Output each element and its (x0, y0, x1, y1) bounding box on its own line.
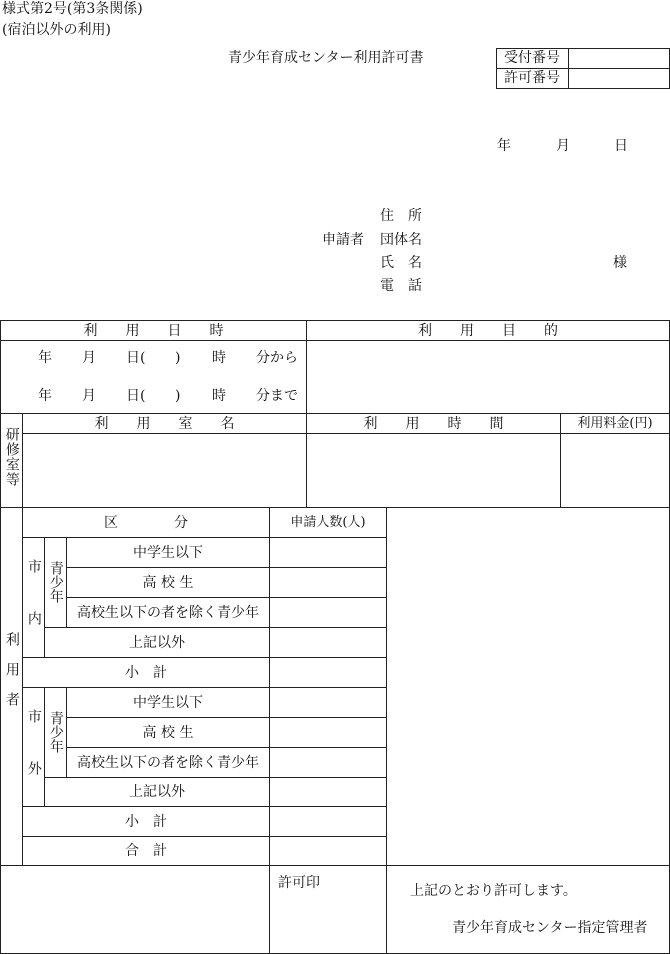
room-time-header: 利 用 時 間 (363, 415, 504, 432)
applicant-name-label: 氏 名 (380, 255, 422, 271)
to-year: 年 (38, 388, 52, 404)
applicant-honorific: 様 (613, 255, 627, 271)
form-subtitle: (宿泊以外の利用) (2, 22, 111, 38)
youth-out-label: 青少年 (47, 711, 64, 753)
row-total: 合 計 (125, 843, 167, 859)
room-time-field[interactable] (307, 434, 560, 507)
row-in-others: 上記以外 (129, 634, 185, 651)
to-day: 日( (126, 388, 146, 404)
city-in-label: 市内 (25, 559, 42, 663)
users-side-label: 利用者 (3, 632, 20, 722)
from-paren: ) (175, 350, 181, 366)
room-side-label: 研修室等 (3, 427, 20, 487)
room-name-field[interactable] (23, 434, 306, 507)
usage-purpose-field[interactable] (307, 341, 669, 413)
form-number: 様式第2号(第3条関係) (2, 1, 143, 17)
page-title: 青少年育成センター利用許可書 (228, 50, 424, 66)
applicant-group-label: 団体名 (380, 232, 422, 248)
room-fee-field[interactable] (561, 434, 669, 507)
date-day: 日 (614, 138, 628, 154)
date-year: 年 (497, 138, 511, 154)
applicant-phone-label: 電 話 (380, 278, 422, 294)
row-in-other-youth: 高校生以下の者を除く青少年 (77, 604, 259, 621)
from-year: 年 (38, 350, 52, 366)
count-header: 申請人数(人) (290, 515, 366, 530)
row-out-other-youth: 高校生以下の者を除く青少年 (77, 754, 259, 771)
city-out-label: 市外 (25, 709, 42, 813)
youth-in-label: 青少年 (47, 561, 64, 603)
to-hour: 時 (212, 388, 226, 404)
row-out-high-school: 高 校 生 (142, 724, 194, 741)
usage-datetime-header: 利 用 日 時 (83, 322, 224, 339)
row-in-high-school: 高 校 生 (142, 574, 194, 591)
row-in-junior-high: 中学生以下 (133, 544, 203, 561)
from-hour: 時 (212, 350, 226, 366)
to-paren: ) (175, 388, 181, 404)
manager-text: 青少年育成センター指定管理者 (452, 920, 648, 936)
permit-number-field[interactable] (569, 68, 669, 88)
seal-label: 許可印 (278, 875, 320, 891)
reception-number-label: 受付番号 (504, 50, 560, 66)
approval-text: 上記のとおり許可します。 (410, 883, 577, 899)
row-out-others: 上記以外 (129, 784, 185, 800)
date-month: 月 (556, 138, 570, 154)
permit-number-label: 許可番号 (504, 70, 560, 86)
usage-purpose-header: 利 用 目 的 (418, 322, 558, 339)
row-out-subtotal: 小 計 (125, 813, 167, 830)
from-minute: 分から (256, 350, 298, 366)
reception-number-field[interactable] (569, 48, 669, 68)
room-name-header: 利 用 室 名 (94, 415, 235, 432)
category-header: 区 分 (104, 514, 188, 531)
row-in-subtotal: 小 計 (125, 664, 167, 681)
from-month: 月 (82, 350, 96, 366)
from-day: 日( (126, 350, 146, 366)
to-minute: 分まで (256, 388, 298, 404)
row-out-junior-high: 中学生以下 (133, 694, 203, 711)
applicant-label: 申請者 (322, 232, 364, 248)
applicant-address-label: 住 所 (380, 208, 422, 224)
to-month: 月 (82, 388, 96, 404)
room-fee-header: 利用料金(円) (577, 416, 653, 431)
